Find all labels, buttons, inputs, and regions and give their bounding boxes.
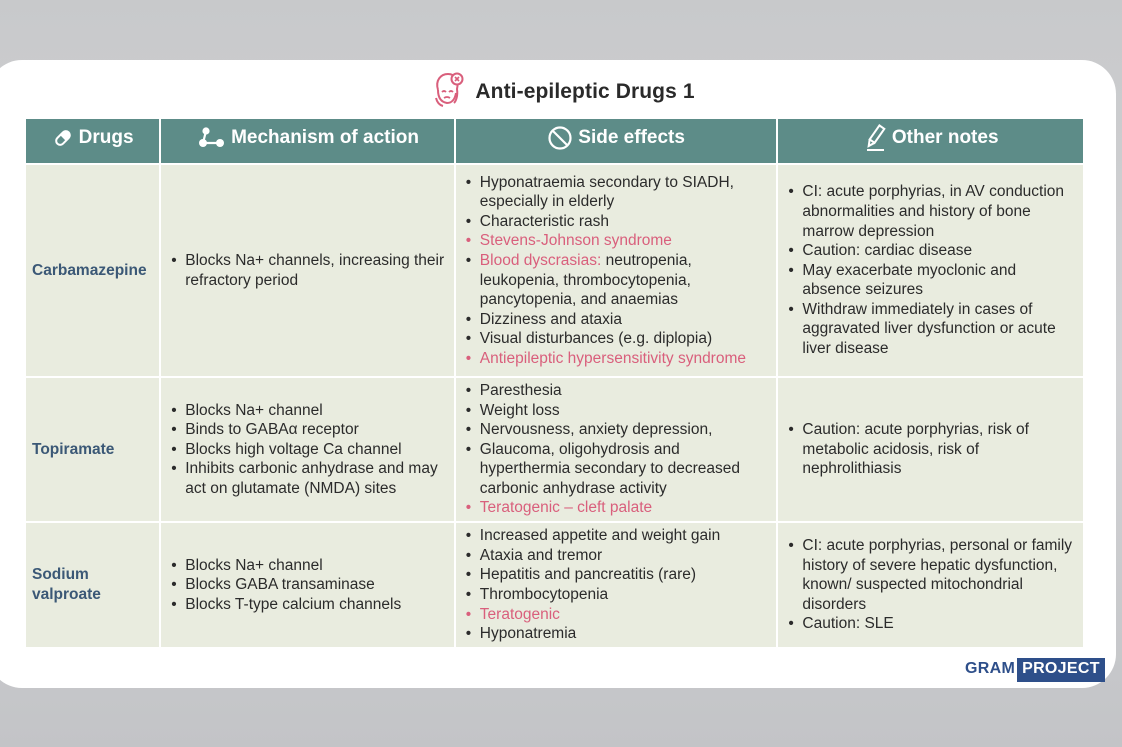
mechanism-item: • Blocks high voltage Ca channel (169, 440, 446, 460)
table-row (26, 523, 1083, 647)
side-effect-text: neutropenia, leukopenia, thrombocytopenia, pancytopenia, and anaemias (479, 251, 692, 309)
brain-headache-icon (427, 70, 467, 115)
side-effect-item: • Characteristic rash (464, 212, 769, 232)
mechanism-item: • Blocks Na+ channels, increasing their refractory period (169, 251, 446, 290)
note-item: • CI: acute porphyrias, personal or family history of severe hepatic dysfunction, known/ suspected mitochondrial disorders (786, 536, 1075, 614)
side-effect-item: • Hepatitis and pancreatitis (rare) (464, 565, 769, 585)
logo-gram: GRAM (965, 660, 1016, 677)
side-effect-item: • Visual disturbances (e.g. diplopia) (464, 329, 769, 349)
notes-cell (778, 165, 1083, 376)
notes-cell (778, 523, 1083, 647)
mechanism-cell (161, 378, 454, 521)
side-effect-item-highlight: • Teratogenic (464, 605, 769, 625)
mechanism-item: • Blocks T-type calcium channels (169, 595, 446, 615)
note-item: • CI: acute porphyrias, in AV conduction abnormalities and history of bone marrow depression (786, 182, 1075, 241)
notes-cell (778, 378, 1083, 521)
header-side-effects-label: Side effects (578, 127, 685, 148)
molecule-icon (196, 126, 226, 150)
gram-project-logo (965, 658, 1105, 682)
side-effect-item: • Paresthesia (464, 381, 769, 401)
mechanism-item: • Blocks Na+ channel (169, 556, 446, 576)
note-item: • Withdraw immediately in cases of aggravated liver dysfunction or acute liver disease (786, 300, 1075, 359)
side-effect-item-highlight: • Teratogenic – cleft palate (464, 498, 769, 518)
header-mechanism (161, 119, 454, 163)
note-item: • Caution: cardiac disease (786, 241, 1075, 261)
drug-name-cell: Topiramate (26, 378, 159, 521)
header-drugs (26, 119, 159, 163)
side-effect-item: • Hyponatremia (464, 624, 769, 644)
side-effect-item-highlight: • Antiepileptic hypersensitivity syndrome (464, 349, 769, 369)
table-row (26, 165, 1083, 376)
side-effect-item: • Weight loss (464, 401, 769, 421)
title-row (0, 70, 1122, 114)
mechanism-item: • Inhibits carbonic anhydrase and may act on glutamate (NMDA) sites (169, 459, 446, 498)
side-effect-item: • Glaucoma, oligohydrosis and hyperthermia secondary to decreased carbonic anhydrase activity (464, 440, 769, 499)
header-drugs-label: Drugs (78, 127, 134, 148)
header-mechanism-label: Mechanism of action (231, 127, 419, 148)
side-effects-cell (456, 378, 777, 521)
side-effect-item: • Increased appetite and weight gain (464, 526, 769, 546)
side-effect-item: • Ataxia and tremor (464, 546, 769, 566)
mechanism-item: • Binds to GABAα receptor (169, 420, 446, 440)
pill-icon (52, 127, 74, 149)
mechanism-cell (161, 523, 454, 647)
side-effect-item-highlight: • Stevens-Johnson syndrome (464, 231, 769, 251)
side-effect-item: • Nervousness, anxiety depression, (464, 420, 769, 440)
note-item: • Caution: acute porphyrias, risk of metabolic acidosis, risk of nephrolithiasis (786, 420, 1075, 479)
drugs-table (24, 117, 1085, 649)
drug-name-cell: Carbamazepine (26, 165, 159, 376)
side-effect-item (464, 251, 769, 310)
side-effect-item: • Hyponatraemia secondary to SIADH, especially in elderly (464, 173, 769, 212)
prohibited-icon (547, 125, 573, 151)
mechanism-cell (161, 165, 454, 376)
note-item: • May exacerbate myoclonic and absence seizures (786, 261, 1075, 300)
side-effect-item: • Thrombocytopenia (464, 585, 769, 605)
drug-name-cell: Sodium valproate (26, 523, 159, 647)
note-item: • Caution: SLE (786, 614, 1075, 634)
side-effect-item: • Dizziness and ataxia (464, 310, 769, 330)
logo-project: PROJECT (1017, 658, 1105, 682)
table-row (26, 378, 1083, 521)
header-other-notes (778, 119, 1083, 163)
pencil-icon (863, 124, 887, 152)
page-title: Anti-epileptic Drugs 1 (475, 80, 695, 103)
mechanism-item: • Blocks Na+ channel (169, 401, 446, 421)
header-side-effects (456, 119, 777, 163)
side-effect-highlight-text: Blood dyscrasias: (479, 251, 602, 269)
side-effects-cell (456, 165, 777, 376)
header-other-notes-label: Other notes (891, 127, 999, 148)
side-effects-cell (456, 523, 777, 647)
header-row (26, 119, 1083, 163)
mechanism-item: • Blocks GABA transaminase (169, 575, 446, 595)
